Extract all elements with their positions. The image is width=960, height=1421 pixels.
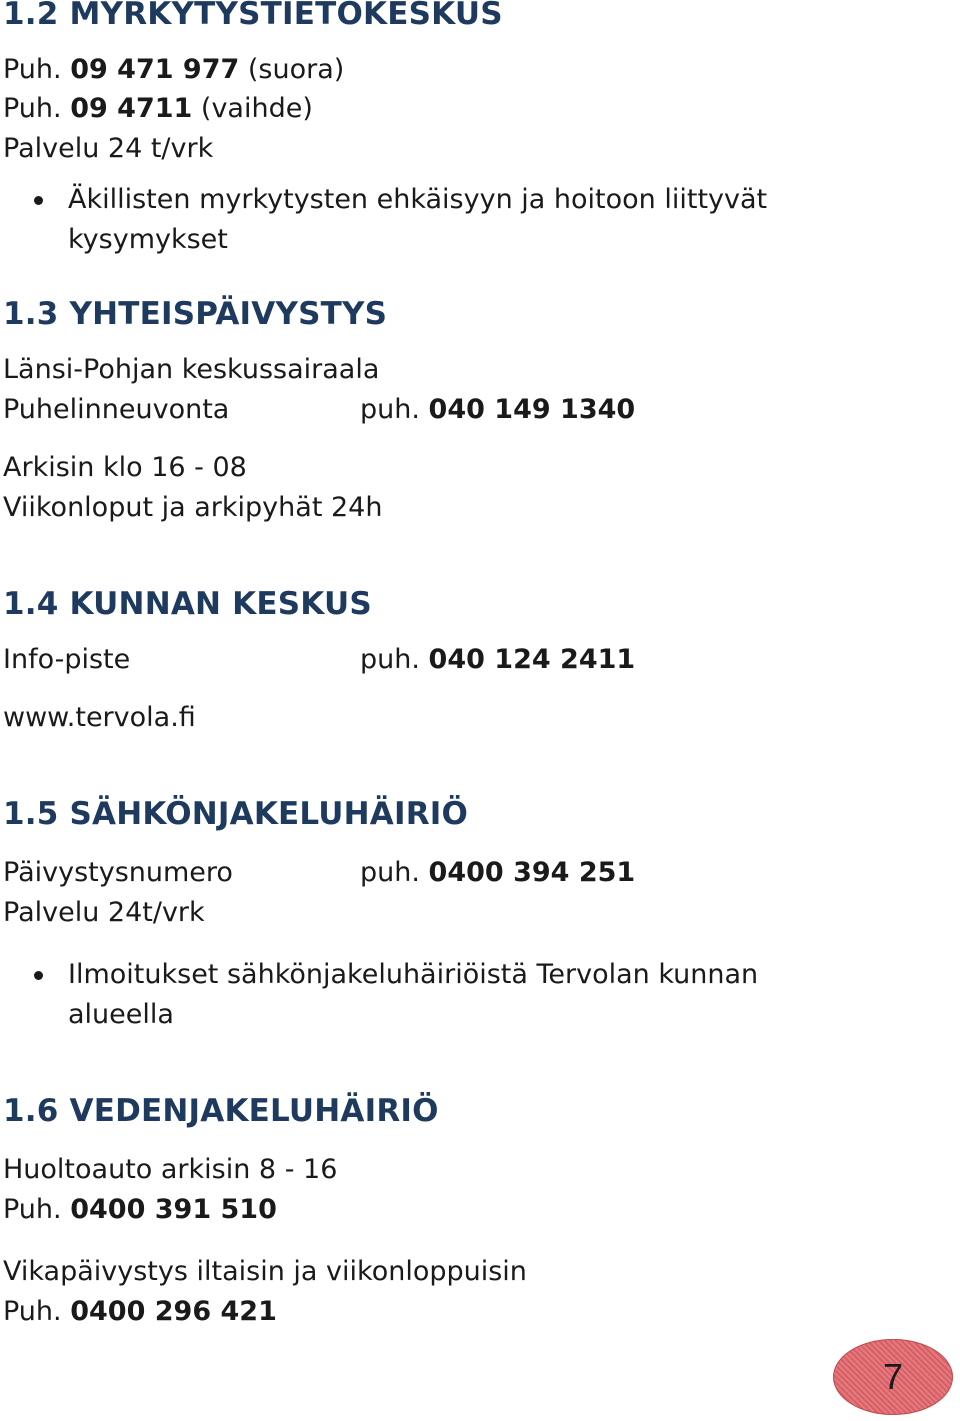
phone-prefix: puh. [360,644,429,675]
phone-number: 040 124 2411 [428,644,636,675]
phone-line-direct [3,56,344,83]
phone-number: 0400 391 510 [70,1194,277,1225]
bullet-icon [34,196,43,205]
service-label: Päivystysnumero [3,857,233,888]
maintenance-hours: Huoltoauto arkisin 8 - 16 [3,1154,338,1185]
after-hours-label: Vikapäivystys iltaisin ja viikonloppuisin [3,1256,527,1287]
phone-line [360,859,635,886]
service-hours: Palvelu 24 t/vrk [3,133,214,164]
phone-line [3,1196,277,1223]
weekend-hours: Viikonloput ja arkipyhät 24h [3,492,383,523]
section-heading-myrkytystietokeskus: 1.2 MYRKYTYSTIETOKESKUS [3,0,503,32]
phone-number: 09 471 977 [70,54,240,85]
phone-number: 0400 296 421 [70,1296,277,1327]
section-heading-sahkonjakeluhairio: 1.5 SÄHKÖNJAKELUHÄIRIÖ [3,796,469,832]
hospital-name: Länsi-Pohjan keskussairaala [3,354,380,385]
phone-prefix: Puh. [3,93,71,124]
phone-prefix: puh. [360,394,429,425]
phone-prefix: Puh. [3,54,71,85]
website-link[interactable]: www.tervola.fi [3,702,196,733]
page-number: 7 [882,1356,904,1397]
section-heading-yhteispaivystys: 1.3 YHTEISPÄIVYSTYS [3,296,388,332]
list-item-text: Äkillisten myrkytysten ehkäisyyn ja hoitoon liittyvät kysymykset [68,184,768,255]
service-label: Puhelinneuvonta [3,394,230,425]
phone-prefix: puh. [360,857,429,888]
page-number-badge [833,1339,953,1415]
phone-line-switchboard [3,95,313,122]
weekday-hours: Arkisin klo 16 - 08 [3,452,247,483]
bullet-icon [34,971,43,980]
list-item-text: Ilmoitukset sähkönjakeluhäiriöistä Tervolan kunnan alueella [68,959,759,1030]
section-heading-vedenjakeluhairio: 1.6 VEDENJAKELUHÄIRIÖ [3,1093,439,1129]
phone-number: 040 149 1340 [428,394,636,425]
phone-prefix: Puh. [3,1296,71,1327]
phone-number: 0400 394 251 [428,857,636,888]
section-heading-kunnan-keskus: 1.4 KUNNAN KESKUS [3,586,372,622]
phone-line [360,396,635,423]
phone-prefix: Puh. [3,1194,71,1225]
phone-line [360,646,635,673]
phone-line [3,1298,277,1325]
phone-number: 09 4711 [70,93,193,124]
service-label: Info-piste [3,644,131,675]
phone-suffix: (suora) [239,54,345,85]
phone-suffix: (vaihde) [192,93,313,124]
service-hours: Palvelu 24t/vrk [3,897,205,928]
